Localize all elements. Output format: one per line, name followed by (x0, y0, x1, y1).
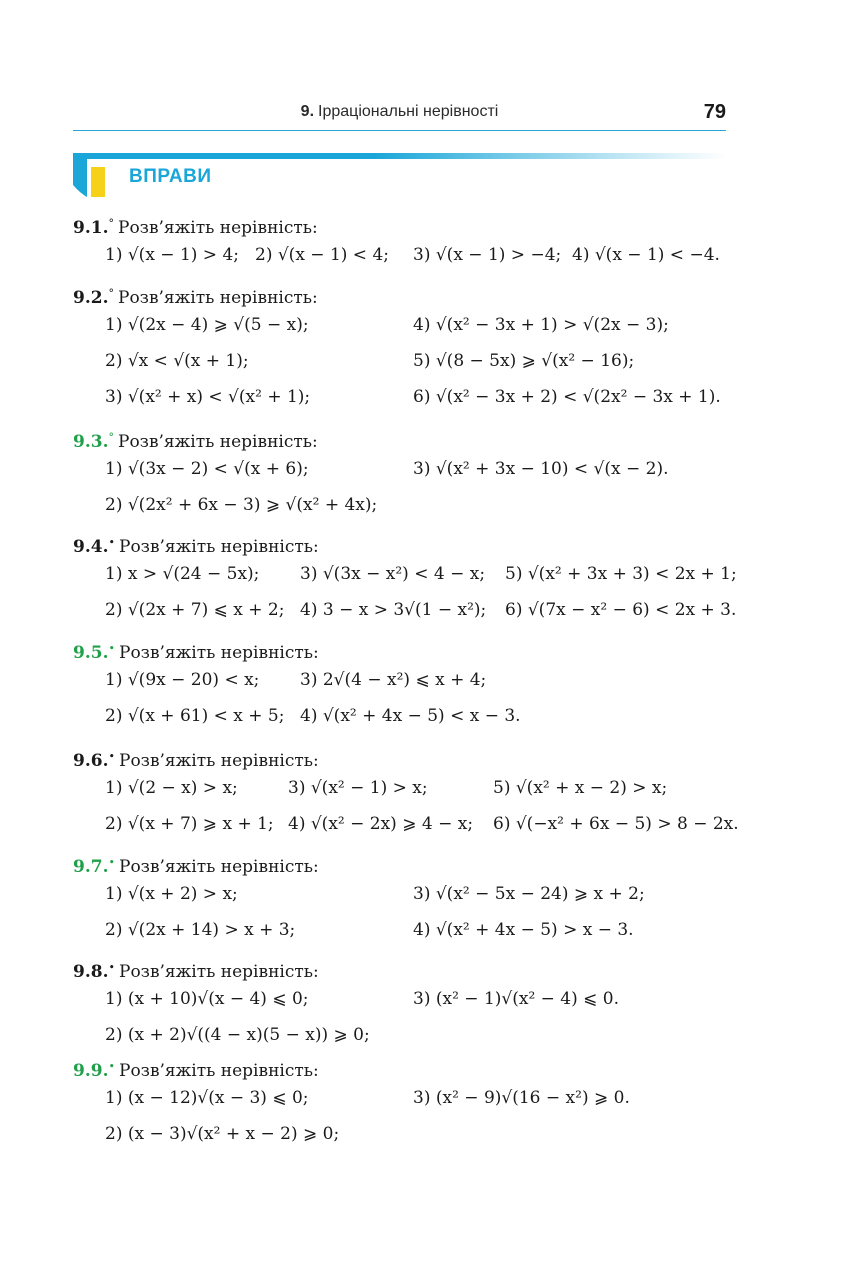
difficulty-marker: ° (108, 217, 114, 230)
exercise-instruction: Розв’яжіть нерівність: (119, 1061, 319, 1081)
exercise-item: 2) √x < √(x + 1); (105, 351, 249, 371)
exercise-item: 3) √(x² + x) < √(x² + 1); (105, 387, 311, 407)
exercise-9-7 (73, 851, 733, 947)
exercise-item: 5) √(8 − 5x) ⩾ √(x² − 16); (413, 351, 635, 371)
exercise-9-9 (73, 1055, 733, 1151)
exercise-number: 9.7. (73, 857, 109, 877)
page-number: 79 (703, 101, 726, 123)
exercise-item: 3) √(x − 1) > −4; (413, 245, 562, 265)
exercise-heading (73, 745, 733, 769)
exercise-number: 9.2. (73, 288, 109, 308)
exercise-item: 6) √(x² − 3x + 2) < √(2x² − 3x + 1). (413, 387, 721, 407)
difficulty-marker: • (108, 536, 115, 549)
exercise-number: 9.1. (73, 218, 109, 238)
exercise-item: 3) 2√(4 − x²) ⩽ x + 4; (300, 670, 487, 690)
exercise-row (73, 342, 733, 378)
exercise-instruction: Розв’яжіть нерівність: (118, 218, 318, 238)
exercise-heading (73, 851, 733, 875)
exercise-item: 3) √(x² + 3x − 10) < √(x − 2). (413, 459, 669, 479)
exercise-9-3 (73, 426, 733, 522)
exercise-row (73, 661, 733, 697)
exercise-number: 9.8. (73, 962, 109, 982)
exercise-row (73, 1016, 733, 1052)
exercise-item: 4) √(x − 1) < −4. (572, 245, 720, 265)
difficulty-marker: • (108, 642, 115, 655)
exercise-heading (73, 426, 733, 450)
exercises-banner (73, 153, 726, 200)
difficulty-marker: • (108, 961, 115, 974)
exercise-item: 4) √(x² − 2x) ⩾ 4 − x; (288, 814, 474, 834)
exercise-item: 1) (x + 10)√(x − 4) ⩽ 0; (105, 989, 309, 1009)
exercise-item: 1) √(2 − x) > x; (105, 778, 238, 798)
exercise-item: 2) √(2x + 14) > x + 3; (105, 920, 296, 940)
exercise-instruction: Розв’яжіть нерівність: (119, 962, 319, 982)
exercise-item: 3) (x² − 1)√(x² − 4) ⩽ 0. (413, 989, 620, 1009)
exercise-row (73, 378, 733, 414)
exercise-row (73, 697, 733, 733)
exercise-item: 3) (x² − 9)√(16 − x²) ⩾ 0. (413, 1088, 630, 1108)
exercise-instruction: Розв’яжіть нерівність: (118, 288, 318, 308)
exercise-item: 5) √(x² + x − 2) > x; (493, 778, 668, 798)
exercise-item: 5) √(x² + 3x + 3) < 2x + 1; (505, 564, 737, 584)
exercise-item: 2) √(x + 7) ⩾ x + 1; (105, 814, 274, 834)
difficulty-marker: • (108, 1060, 115, 1073)
exercise-item: 1) √(2x − 4) ⩾ √(5 − x); (105, 315, 309, 335)
exercise-number: 9.5. (73, 643, 109, 663)
exercise-heading (73, 637, 733, 661)
exercise-row (73, 486, 733, 522)
exercise-row (73, 555, 737, 591)
difficulty-marker: • (108, 856, 115, 869)
exercise-heading (73, 1055, 733, 1079)
exercise-item: 3) √(3x − x²) < 4 − x; (300, 564, 486, 584)
exercise-row (73, 1079, 733, 1115)
exercise-number: 9.4. (73, 537, 109, 557)
exercise-item: 6) √(−x² + 6x − 5) > 8 − 2x. (493, 814, 739, 834)
exercise-instruction: Розв’яжіть нерівність: (119, 751, 319, 771)
exercise-item: 2) √(2x² + 6x − 3) ⩾ √(x² + 4x); (105, 495, 378, 515)
exercise-row (73, 306, 733, 342)
exercise-heading (73, 531, 733, 555)
exercise-9-5 (73, 637, 733, 733)
exercise-row (73, 911, 733, 947)
exercise-heading (73, 212, 733, 236)
exercise-row (73, 875, 733, 911)
section-title: Ірраціональні нерівності (318, 103, 499, 120)
exercise-item: 2) √(x + 61) < x + 5; (105, 706, 285, 726)
section-number: 9. (300, 103, 315, 120)
exercise-number: 9.9. (73, 1061, 109, 1081)
exercise-row (73, 1115, 733, 1151)
exercise-row (73, 450, 733, 486)
exercise-item: 3) √(x² − 1) > x; (288, 778, 428, 798)
exercise-row (73, 591, 737, 627)
exercise-item: 2) √(2x + 7) ⩽ x + 2; (105, 600, 285, 620)
banner-title: ВПРАВИ (129, 166, 212, 187)
exercise-item: 4) 3 − x > 3√(1 − x²); (300, 600, 487, 620)
exercise-item: 2) √(x − 1) < 4; (255, 245, 389, 265)
exercise-9-2 (73, 282, 733, 414)
exercise-item: 4) √(x² − 3x + 1) > √(2x − 3); (413, 315, 669, 335)
exercise-instruction: Розв’яжіть нерівність: (118, 432, 318, 452)
exercise-item: 1) √(x − 1) > 4; (105, 245, 239, 265)
exercise-number: 9.6. (73, 751, 109, 771)
page-header (73, 100, 726, 131)
exercise-instruction: Розв’яжіть нерівність: (119, 537, 319, 557)
difficulty-marker: • (108, 750, 115, 763)
exercise-item: 1) x > √(24 − 5x); (105, 564, 260, 584)
exercise-item: 1) √(x + 2) > x; (105, 884, 238, 904)
exercise-9-1 (73, 212, 733, 272)
exercise-instruction: Розв’яжіть нерівність: (119, 643, 319, 663)
flag-icon (73, 153, 105, 199)
exercise-number: 9.3. (73, 432, 109, 452)
exercise-item: 3) √(x² − 5x − 24) ⩾ x + 2; (413, 884, 645, 904)
exercise-item: 1) √(9x − 20) < x; (105, 670, 260, 690)
exercise-item: 1) (x − 12)√(x − 3) ⩽ 0; (105, 1088, 309, 1108)
exercise-item: 4) √(x² + 4x − 5) > x − 3. (413, 920, 634, 940)
difficulty-marker: ° (108, 287, 114, 300)
exercise-9-4 (73, 531, 737, 627)
exercise-item: 4) √(x² + 4x − 5) < x − 3. (300, 706, 521, 726)
exercise-9-8 (73, 956, 733, 1052)
exercise-item: 2) (x − 3)√(x² + x − 2) ⩾ 0; (105, 1124, 340, 1144)
exercise-row (73, 805, 739, 841)
exercise-row (73, 769, 733, 805)
difficulty-marker: ° (108, 431, 114, 444)
exercise-9-6 (73, 745, 739, 841)
running-title (73, 103, 726, 121)
exercise-heading (73, 282, 733, 306)
exercise-heading (73, 956, 733, 980)
banner-bar (83, 153, 726, 159)
exercise-item: 2) (x + 2)√((4 − x)(5 − x)) ⩾ 0; (105, 1025, 370, 1045)
exercise-item: 1) √(3x − 2) < √(x + 6); (105, 459, 309, 479)
exercise-row (73, 980, 733, 1016)
exercise-item: 6) √(7x − x² − 6) < 2x + 3. (505, 600, 737, 620)
exercise-instruction: Розв’яжіть нерівність: (119, 857, 319, 877)
exercise-row (73, 236, 733, 272)
